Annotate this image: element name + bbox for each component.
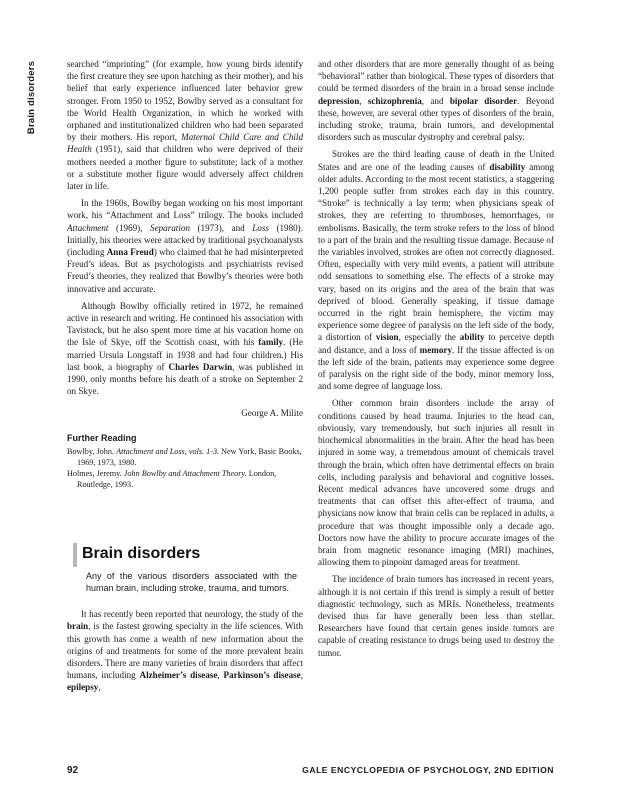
link-family[interactable]: family (258, 337, 284, 348)
link-schizophrenia[interactable]: schizophrenia (367, 95, 422, 106)
paragraph: Other common brain disorders include the array of conditions caused by head trauma. Injuries to the head can, obviously, vary tremendously, but such injuries all result in biochemical abnormalities in the brain. After the head has been injured in some way, a tremendous amount of chemicals travel through the brain, which often have detrimental effects on brain cells, including paralysis and behavioral and cognitive losses. Recent medical advances have uncovered some drugs and treatments that can offset this after-effect of trauma, and physicians now know that brain cells can be replaced in adults, a procedure that was thought impossible only a decade ago. Doctors now have the ability to procure accurate images of the brain from magnetic resonance imaging (MRI) machines, allowing them to pinpoint damaged areas for treatment. (318, 398, 554, 568)
paragraph: searched “imprinting” (for example, how young birds identify the first creature they see upon hatching as their mother), and his belief that early experience influenced later behavior grew stronger. From 1950 to 1952, Bowlby served as a consultant for the World Health Organization, in which he worked with orphaned and institutionalized children who had been separated by their mothers. His report, Maternal Child Care and Child Health (1951), said that children who were deprived of their mothers needed a mother figure to substitute; lack of a mother or a substitute mother figure would adversely affect children later in life. (67, 59, 303, 192)
entry-description: Any of the various disorders associated with the human brain, including stroke, trauma, and tumors. (86, 571, 297, 593)
link-epilepsy[interactable]: epilepsy (67, 682, 99, 693)
section-side-tab (26, 62, 38, 132)
reference-item: Holmes, Jeremy. John Bowlby and Attachment Theory. London, Routledge, 1993. (67, 469, 277, 490)
link-bipolar-disorder[interactable]: bipolar disorder (449, 95, 518, 106)
further-reading-heading: Further Reading (67, 432, 137, 443)
side-tab-label: Brain disorders (26, 60, 38, 134)
left-column (67, 58, 303, 699)
link-parkinsons[interactable]: Parkinson’s disease (223, 670, 301, 681)
link-ability[interactable]: ability (459, 332, 485, 343)
link-vision[interactable]: vision (375, 332, 399, 343)
right-column (318, 58, 554, 664)
paragraph: In the 1960s, Bowlby began working on his most important work, his “Attachment and Loss” trilogy. The books included Attachment (1969), Separation (1973), and Loss (1980). Initially, his theories were attacked by traditional psychoanalysts (including Anna Freud) who claimed that he had misinterpreted Freud’s ideas. But as psychologists and psychiatrists revised Freud’s theories, they realized that Bowlby’s theories were both innovative and accurate. (67, 198, 303, 294)
author-signature: George A. Milite (241, 408, 303, 419)
entry-title: Brain disorders (82, 545, 201, 563)
reference-item: Bowlby, John. Attachment and Loss, vols. 1-3. New York, Basic Books, 1969, 1973, 1980. (67, 446, 302, 467)
link-memory[interactable]: memory (419, 344, 452, 355)
link-charles-darwin[interactable]: Charles Darwin (168, 361, 233, 372)
page-footer (67, 763, 554, 777)
paragraph: It has recently been reported that neurology, the study of the brain, is the fastest growing specialty in the life sciences. With this growth has come a wealth of new information about the origins of and treatments for some of the more prevalent brain disorders. There are many varieties of brain disorders that affect humans, including Alzheimer’s disease, Parkinson’s disease, epilepsy, (67, 609, 303, 693)
entry-header (67, 543, 303, 594)
paragraph: and other disorders that are more generally thought of as being “behavioral” rather than biological. These types of disorders that could be termed disorders of the brain in a broad sense include depression, schizophrenia, and bipolar disorder. Beyond these, however, are several other types of disorders of the brain, including stroke, trauma, brain tumors, and developmental disorders such as muscular dystrophy and cerebral palsy. (318, 59, 555, 143)
link-disability[interactable]: disability (489, 161, 526, 172)
paragraph: The incidence of brain tumors has increased in recent years, although it is not certain if this trend is simply a result of better diagnostic technology, such as MRIs. Nonetheless, treatments devised thus far have generally been less than stellar. Researchers have found that certain genes inside tumors are capable of creating resistance to drugs being used to destroy the tumor. (318, 574, 554, 658)
publication-title: GALE ENCYCLOPEDIA OF PSYCHOLOGY, 2ND EDITION (302, 765, 554, 775)
link-brain[interactable]: brain (67, 621, 89, 632)
paragraph: Strokes are the third leading cause of death in the United States and are one of the leading causes of disability among older adults. According to the most recent statistics, a staggering 1,200 people suffer from strokes each day in this country. “Stroke” is technically a lay term; when physicians speak of strokes, they are referring to thromboses, hemorrhages, or embolisms. Basically, the term stroke refers to the loss of blood to a part of the brain and the resulting tissue damage. Because of the variables involved, strokes are often not correctly diagnosed. Often, especially with very mild events, a patient will attribute odd sensations to something else. The effects of a stroke may vary, based on its origins and the area of the brain that was deprived of blood. Generally speaking, if tissue damage occurred in the right brain hemisphere, the victim may experience some degree of paralysis on the left side of the body, a distortion of vision, especially the ability to perceive depth and distance, and a loss of memory. If the tissue affected is on the left side of the brain, patients may experience some degree of paralysis on the right side of the body, minor memory loss, and some degree of language loss. (318, 149, 554, 392)
link-anna-freud[interactable]: Anna Freud (106, 247, 154, 258)
paragraph: Although Bowlby officially retired in 1972, he remained active in research and writing. He continued his association with Tavistock, but he also spent more time at his vacation home on the Isle of Skye, off the Scottish coast, with his family. (He married Ursula Longstaff in 1938 and had four children.) His last book, a biography of Charles Darwin, was published in 1990, only months before his death of a stroke on September 2 on Skye. (67, 300, 303, 397)
link-alzheimers[interactable]: Alzheimer’s disease (139, 670, 218, 681)
link-depression[interactable]: depression (318, 95, 360, 106)
page-number: 92 (67, 764, 79, 776)
entry-accent-bar (73, 543, 77, 567)
